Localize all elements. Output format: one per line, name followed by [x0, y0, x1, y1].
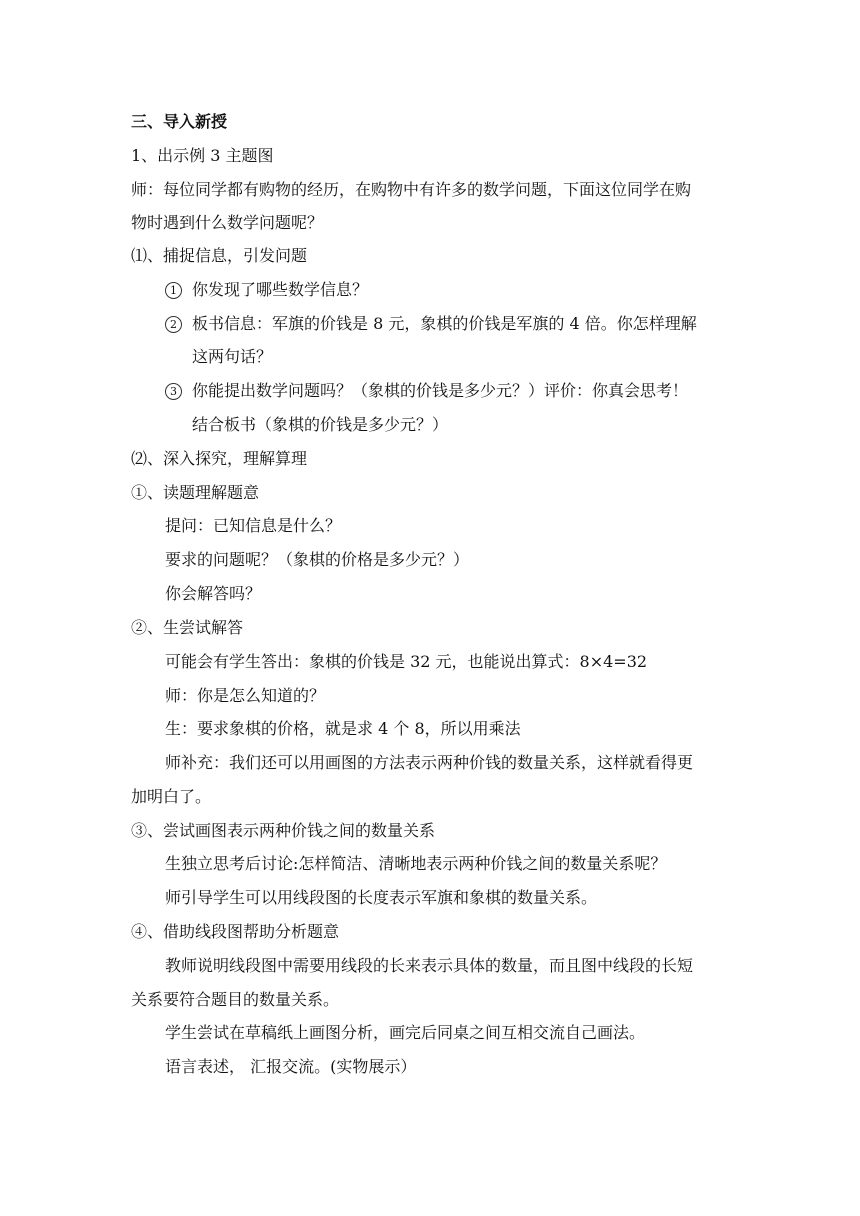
- sub-2-line-2: 师：你是怎么知道的？: [165, 686, 326, 705]
- sub-3-line-1: 生独立思考后讨论:怎样简洁、清晰地表示两种价钱之间的数量关系呢？: [165, 854, 667, 873]
- part-1-item-1-text: 你发现了哪些数学信息？: [192, 280, 369, 299]
- sub-2-line-4: 师补充：我们还可以用画图的方法表示两种价钱的数量关系，这样就看得更: [165, 753, 694, 772]
- part-1-item-2-text: 板书信息：军旗的价钱是 8 元，象棋的价钱是军旗的 4 倍。你怎样理解: [192, 314, 697, 333]
- part-1-item-3: [165, 381, 765, 401]
- section-heading: 三、导入新授: [131, 112, 228, 131]
- sub-4-line-1-cont: 关系要符合题目的数量关系。: [131, 990, 340, 1009]
- sub-1-line-3: 你会解答吗？: [165, 584, 262, 603]
- sub-2-line-1: 可能会有学生答出：象棋的价钱是 32 元，也能说出算式：8×4=32: [165, 652, 648, 671]
- teacher-intro-line-1: 师：每位同学都有购物的经历，在购物中有许多的数学问题，下面这位同学在购: [131, 180, 692, 199]
- part-2-title: ⑵、深入探究，理解算理: [131, 449, 308, 468]
- sub-2-line-3: 生：要求象棋的价格，就是求 4 个 8，所以用乘法: [165, 719, 521, 738]
- sub-3-title: ③、尝试画图表示两种价钱之间的数量关系: [131, 821, 436, 840]
- circled-number-2: 2: [165, 316, 182, 333]
- part-1-item-1: [165, 280, 765, 300]
- sub-4-line-2: 学生尝试在草稿纸上画图分析，画完后同桌之间互相交流自己画法。: [165, 1023, 646, 1042]
- sub-1-line-1: 提问：已知信息是什么？: [165, 516, 342, 535]
- teacher-intro-line-2: 物时遇到什么数学问题呢？: [131, 213, 324, 232]
- sub-1-line-2: 要求的问题呢？（象棋的价格是多少元？）: [165, 550, 470, 569]
- step-1-title: 1、出示例 3 主题图: [131, 146, 274, 165]
- sub-2-line-4-cont: 加明白了。: [131, 787, 212, 806]
- part-1-item-2-cont: 这两句话？: [192, 347, 273, 366]
- part-1-item-2: [165, 314, 765, 334]
- part-1-item-3-text: 你能提出数学问题吗？（象棋的价钱是多少元？）评价：你真会思考！: [192, 381, 689, 400]
- sub-1-title: ①、读题理解题意: [131, 483, 260, 502]
- circled-number-3: 3: [165, 383, 182, 400]
- sub-4-title: ④、借助线段图帮助分析题意: [131, 922, 340, 941]
- circled-number-1: 1: [165, 282, 182, 299]
- sub-2-title: ②、生尝试解答: [131, 618, 244, 637]
- part-1-title: ⑴、捕捉信息，引发问题: [131, 246, 308, 265]
- sub-3-line-2: 师引导学生可以用线段图的长度表示军旗和象棋的数量关系。: [165, 888, 598, 907]
- sub-4-line-3: 语言表述， 汇报交流。(实物展示）: [165, 1057, 417, 1076]
- part-1-item-3-cont: 结合板书（象棋的价钱是多少元？）: [192, 415, 449, 434]
- sub-4-line-1: 教师说明线段图中需要用线段的长来表示具体的数量，而且图中线段的长短: [165, 956, 694, 975]
